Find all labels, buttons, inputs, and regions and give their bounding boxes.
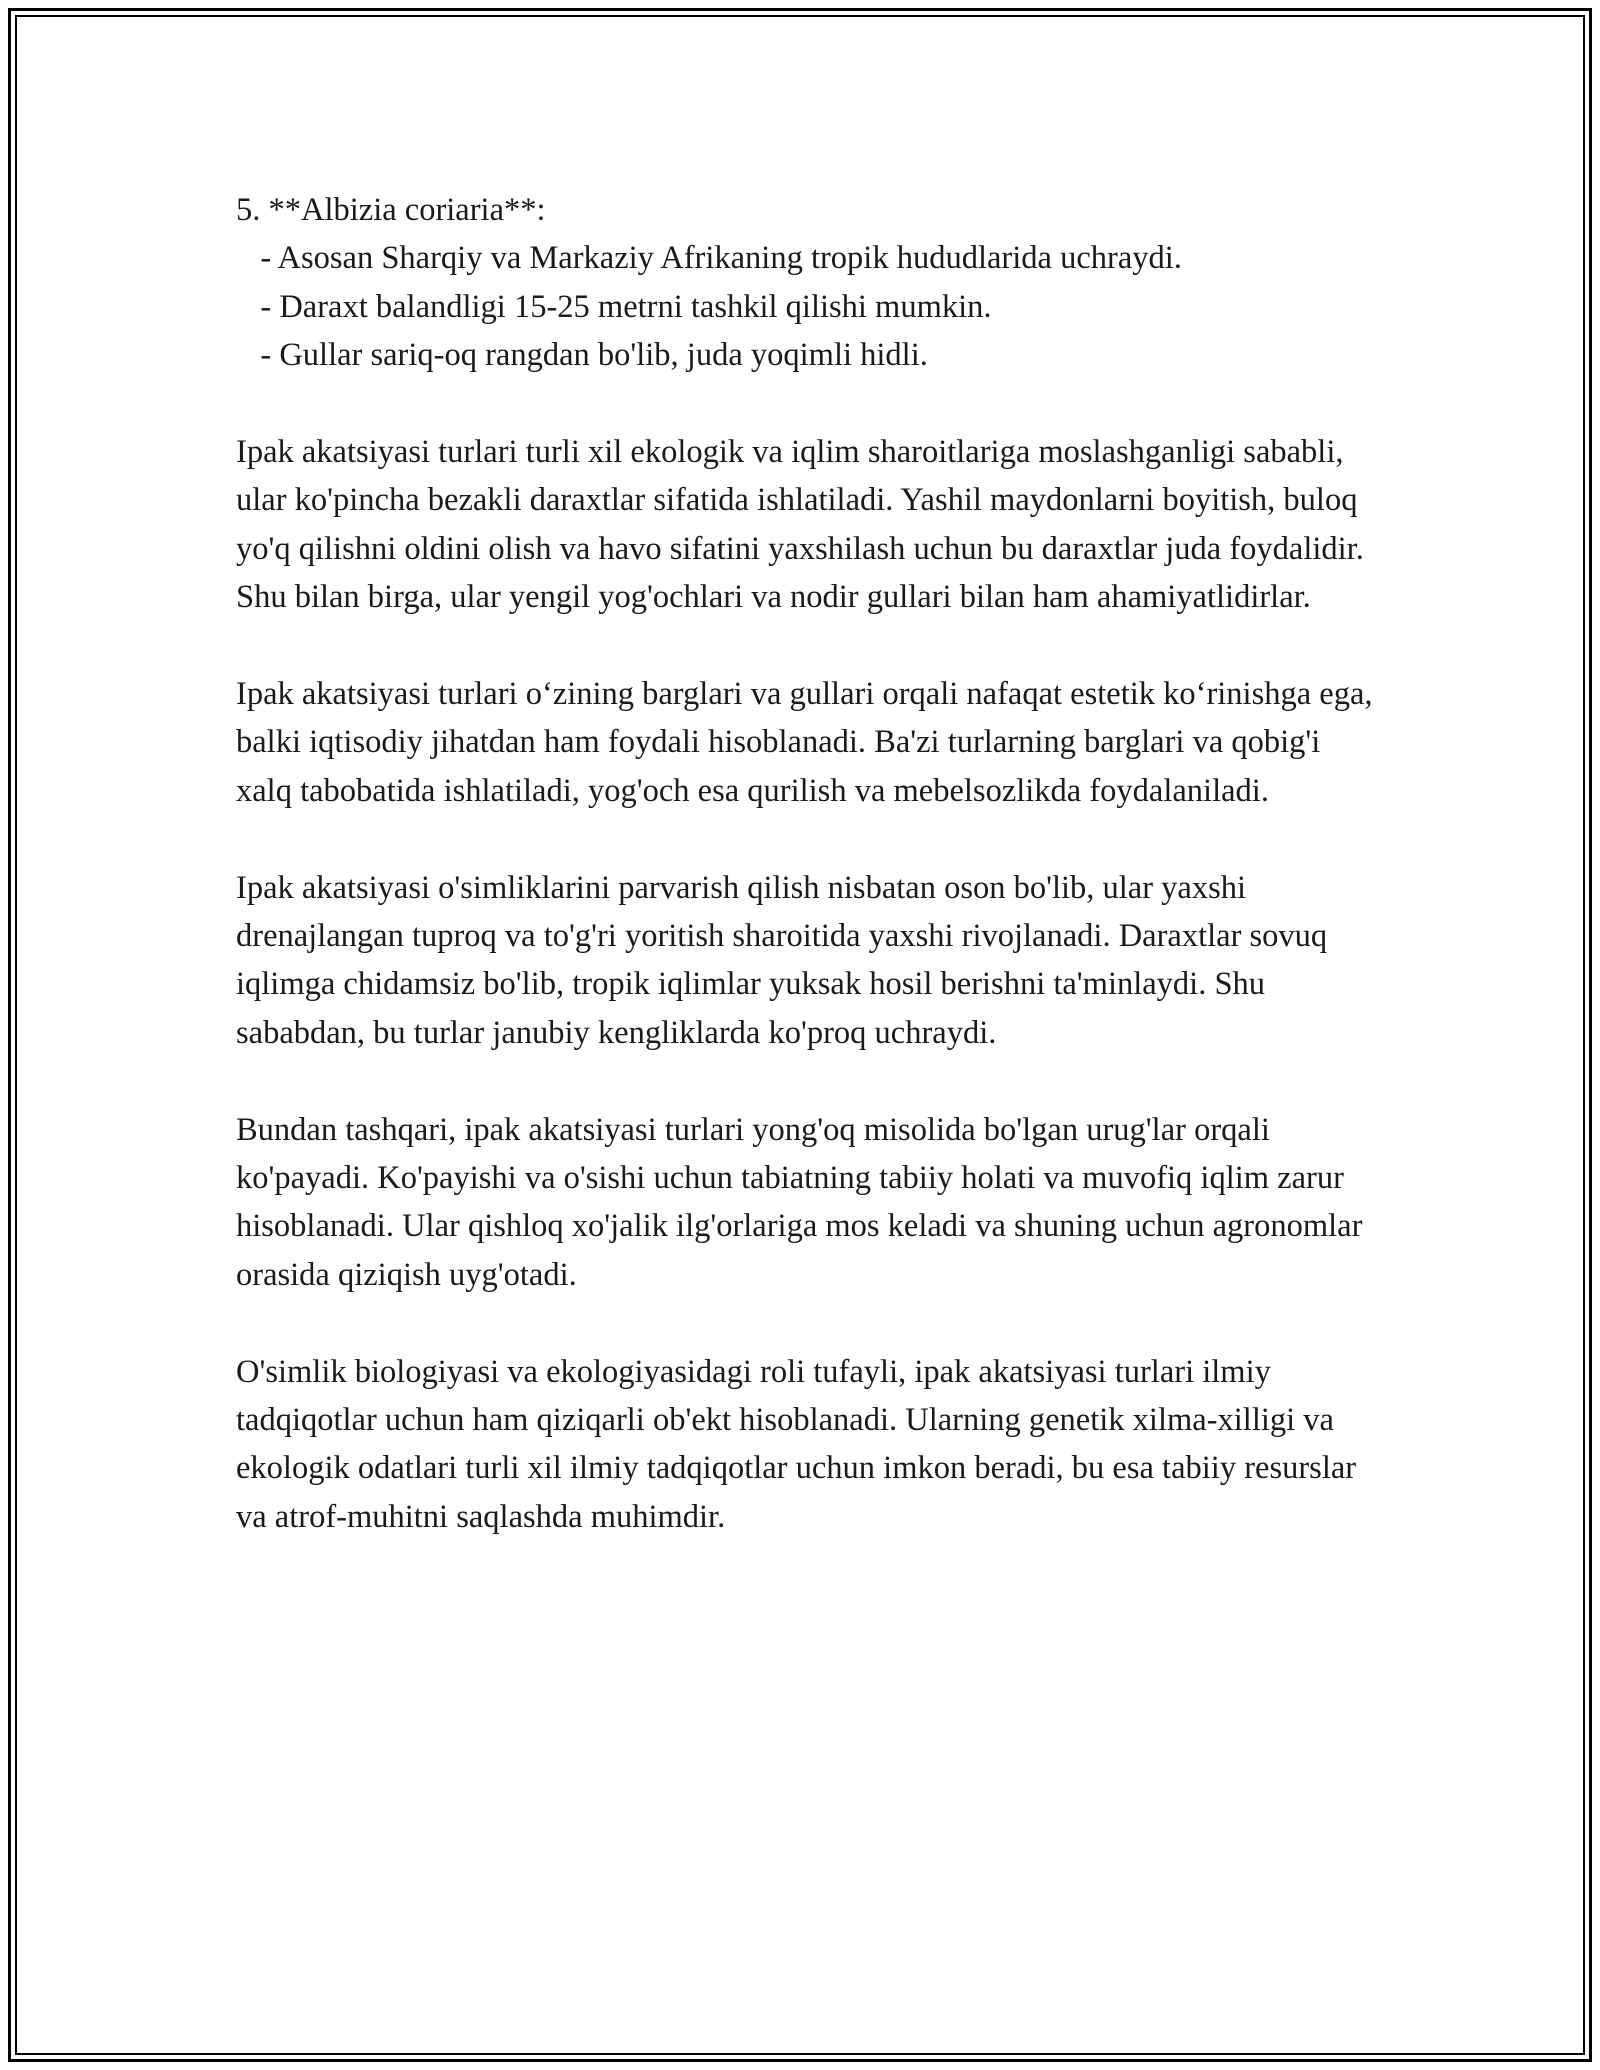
paragraph-propagation: Bundan tashqari, ipak akatsiyasi turlari yong'oq misolida bo'lgan urug'lar orqali ko'payadi. Ko'payishi va o'sishi uchun tabiatning tabiiy holati va muvofiq iqlim zarur hisoblanadi. Ular qishloq xo'jalik ilg'orlariga mos keladi va shuning uchun agronomlar orasida qiziqish uyg'otadi. (236, 1111, 1363, 1293)
paragraph-research: O'simlik biologiyasi va ekologiyasidagi roli tufayli, ipak akatsiyasi turlari ilmiy tadqiqotlar uchun ham qiziqarli ob'ekt hisoblanadi. Ularning genetik xilma-xilligi va ekologik odatlari turli xil ilmiy tadqiqotlar uchun imkon beradi, bu esa tabiiy resurslar va atrof-muhitni saqlashda muhimdir. (236, 1353, 1357, 1535)
list-item: - Asosan Sharqiy va Markaziy Afrikaning tropik hududlarida uchraydi. (236, 240, 1182, 277)
list-item: - Gullar sariq-oq rangdan bo'lib, juda yoqimli hidli. (236, 337, 928, 374)
paragraph-ornamental-use: Ipak akatsiyasi turlari turli xil ekologik va iqlim sharoitlariga moslashganligi sababli, ular ko'pincha bezakli daraxtlar sifatida ishlatiladi. Yashil maydonlarni boyitish, buloq yo'q qilishni oldini olish va havo sifatini yaxshilash uchun bu daraxtlar juda foydalidir. Shu bilan birga, ular yengil yog'ochlari va nodir gullari bilan ham ahamiyatlidirlar. (236, 434, 1364, 616)
list-item: - Daraxt balandligi 15-25 metrni tashkil qilishi mumkin. (236, 288, 992, 325)
paragraph-cultivation: Ipak akatsiyasi o'simliklarini parvarish qilish nisbatan oson bo'lib, ular yaxshi drenajlangan tuproq va to'g'ri yoritish sharoitida yaxshi rivojlanadi. Daraxtlar sovuq iqlimga chidamsiz bo'lib, tropik iqlimlar yuksak hosil berishni ta'minlaydi. Shu sababdan, bu turlar janubiy kengliklarda ko'proq uchraydi. (236, 869, 1328, 1051)
document-body (236, 186, 1376, 1590)
section-heading: 5. **Albizia coriaria**: (236, 192, 546, 228)
species-section (236, 186, 1376, 380)
paragraph-economic-value: Ipak akatsiyasi turlari o‘zining barglari va gullari orqali nafaqat estetik ko‘rinishga ega, balki iqtisodiy jihatdan ham foydali hisoblanadi. Ba'zi turlarning barglari va qobig'i xalq tabobatida ishlatiladi, yog'och esa qurilish va mebelsozlikda foydalaniladi. (236, 676, 1373, 809)
